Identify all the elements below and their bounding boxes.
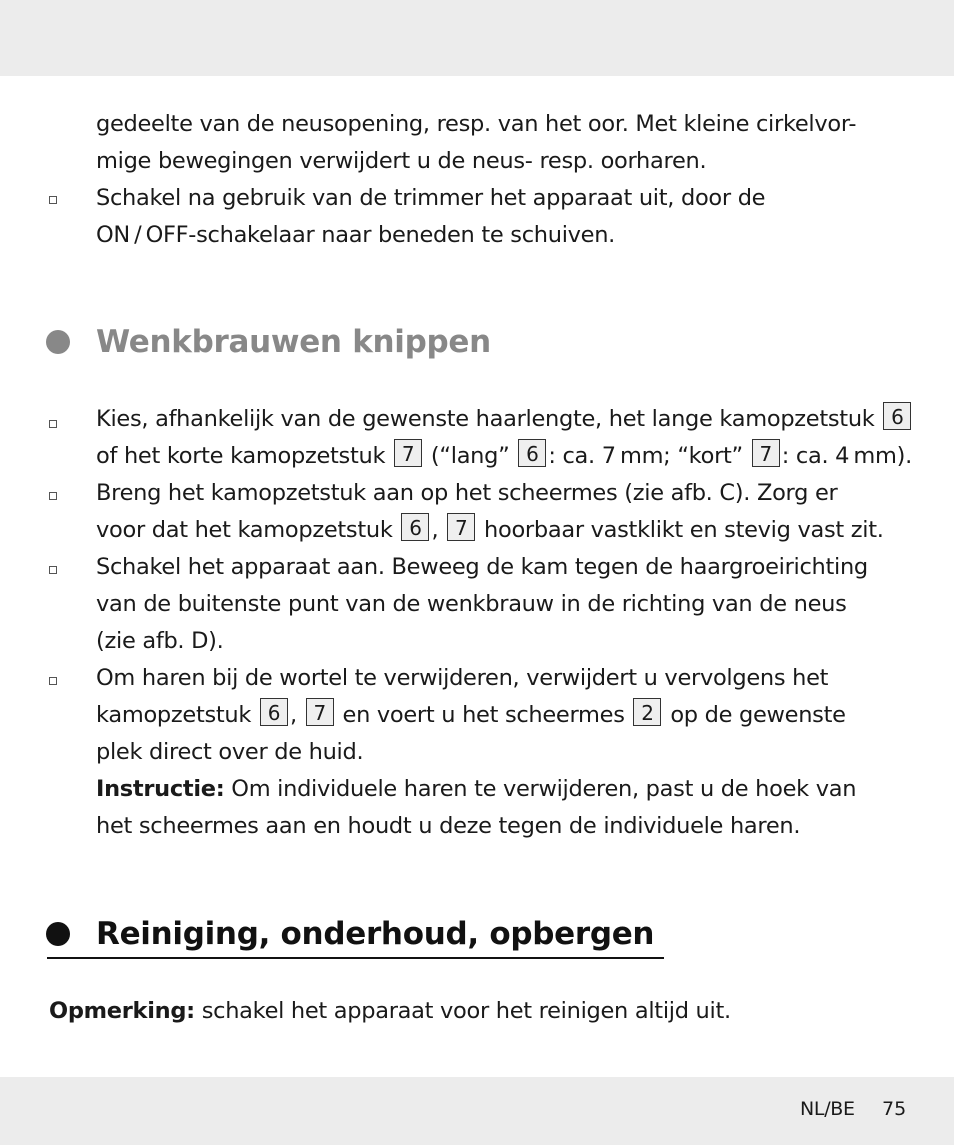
instruction-line: (zie afb. D). (96, 628, 224, 654)
checkbox-bullet-icon (49, 420, 57, 428)
page-number: 75 (882, 1098, 907, 1120)
note-label: Instructie: (96, 776, 225, 802)
part-reference: 7 (752, 439, 780, 467)
instruction-note: Instructie: Om individuele haren te verwijderen, past u de hoek van (96, 776, 857, 802)
part-reference: 6 (883, 402, 911, 430)
part-reference: 6 (518, 439, 546, 467)
intro-bullet-line: ON / OFF-schakelaar naar beneden te schuiven. (96, 222, 616, 248)
instruction-line: kamopzetstuk 6 , 7 en voert u het scheermes 2 op de gewenste (96, 697, 846, 734)
intro-bullet-line: Schakel na gebruik van de trimmer het apparaat uit, door de (96, 185, 766, 211)
section-heading: Wenkbrauwen knippen (96, 324, 491, 360)
intro-line: gedeelte van de neusopening, resp. van het oor. Met kleine cirkelvor- (96, 111, 857, 137)
checkbox-bullet-icon (49, 492, 57, 500)
top-margin-band (0, 0, 954, 76)
section-bullet-icon (46, 922, 70, 946)
instruction-line: Om haren bij de wortel te verwijderen, verwijdert u vervolgens het (96, 665, 829, 691)
section-heading: Reiniging, onderhoud, opbergen (96, 916, 655, 952)
heading-underline (47, 957, 664, 959)
part-reference: 7 (306, 698, 334, 726)
remark-line: Opmerking: schakel het apparaat voor het reinigen altijd uit. (49, 998, 731, 1024)
instruction-line: of het korte kamopzetstuk 7 (“lang” 6 : ca. 7 mm; “kort” 7 : ca. 4 mm). (96, 438, 912, 475)
footer-language: NL/BE (800, 1098, 855, 1120)
instruction-line: voor dat het kamopzetstuk 6 , 7 hoorbaar vastklikt en stevig vast zit. (96, 512, 884, 549)
part-reference: 2 (633, 698, 661, 726)
instruction-line: Schakel het apparaat aan. Beweeg de kam tegen de haargroeirichting (96, 554, 868, 580)
intro-line: mige bewegingen verwijdert u de neus- resp. oorharen. (96, 148, 707, 174)
checkbox-bullet-icon (49, 677, 57, 685)
remark-label: Opmerking: (49, 998, 195, 1024)
part-reference: 6 (401, 513, 429, 541)
part-reference: 6 (260, 698, 288, 726)
part-reference: 7 (447, 513, 475, 541)
instruction-line: Kies, afhankelijk van de gewenste haarlengte, het lange kamopzetstuk 6 (96, 401, 913, 438)
instruction-line: van de buitenste punt van de wenkbrauw in de richting van de neus (96, 591, 847, 617)
section-bullet-icon (46, 330, 70, 354)
instruction-line: Breng het kamopzetstuk aan op het scheermes (zie afb. C). Zorg er (96, 480, 838, 506)
checkbox-bullet-icon (49, 196, 57, 204)
instruction-line: plek direct over de huid. (96, 739, 364, 765)
checkbox-bullet-icon (49, 566, 57, 574)
instruction-note: het scheermes aan en houdt u deze tegen de individuele haren. (96, 813, 801, 839)
part-reference: 7 (394, 439, 422, 467)
